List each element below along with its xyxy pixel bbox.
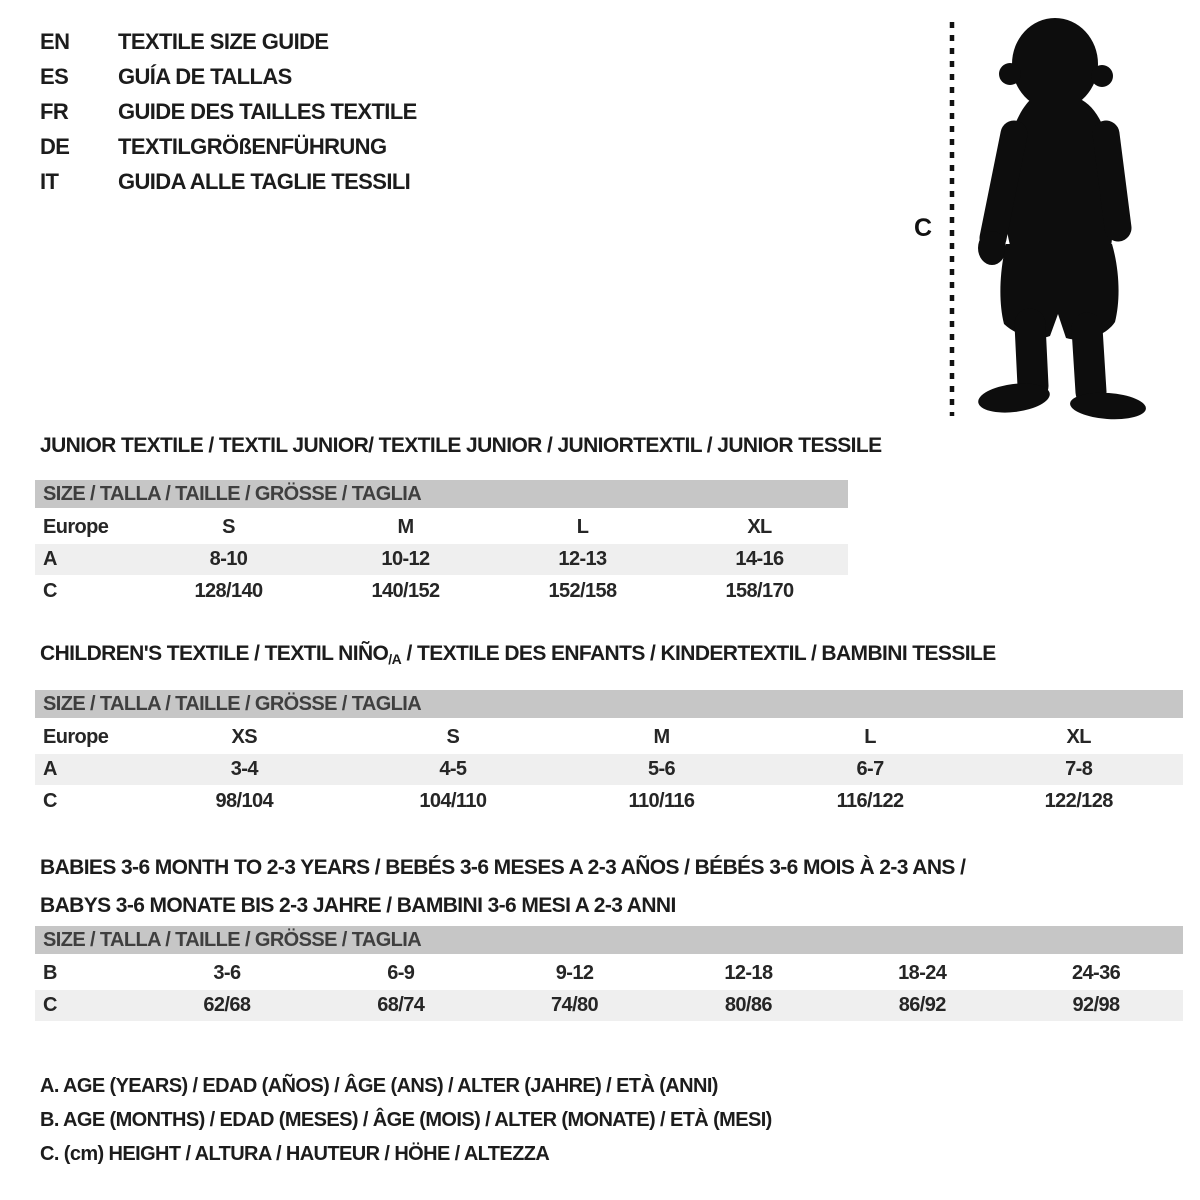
junior-section-title: JUNIOR TEXTILE / TEXTIL JUNIOR/ TEXTILE JUNIOR / JUNIORTEXTIL / JUNIOR TESSILE	[40, 434, 882, 457]
table-cell: 110/116	[628, 790, 695, 812]
table-cell: 12-13	[558, 548, 607, 570]
language-code: IT	[40, 168, 59, 194]
guide-title-en: TEXTILE SIZE GUIDE	[118, 28, 329, 54]
row-label: A	[43, 548, 57, 570]
language-row-de	[40, 129, 417, 164]
table-cell: 6-7	[856, 758, 884, 780]
language-row-it	[40, 164, 417, 199]
table-cell: S	[222, 516, 235, 538]
guide-title-de: TEXTILGRÖßENFÜHRUNG	[118, 133, 387, 159]
table-cell: 14-16	[735, 548, 784, 570]
height-measure-figure	[900, 6, 1160, 426]
toddler-silhouette-graphic	[900, 6, 1160, 426]
language-row-fr	[40, 94, 417, 129]
table-cell: 4-5	[439, 758, 467, 780]
table-row-age	[35, 544, 848, 575]
size-header-band: SIZE / TALLA / TAILLE / GRÖSSE / TAGLIA	[35, 480, 848, 508]
table-cell: XS	[231, 726, 258, 748]
table-cell: 8-10	[209, 548, 248, 570]
legend-height-cm: C. (cm) HEIGHT / ALTURA / HAUTEUR / HÖHE / ALTEZZA	[40, 1143, 550, 1165]
table-cell: 86/92	[898, 994, 946, 1016]
guide-title-fr: GUIDE DES TAILLES TEXTILE	[118, 98, 417, 124]
children-title-sub: /A	[388, 651, 402, 667]
row-label: C	[43, 790, 57, 812]
table-cell: 12-18	[724, 962, 773, 984]
measure-label-c: C	[914, 214, 933, 242]
row-label: Europe	[43, 516, 109, 538]
table-cell: 104/110	[419, 790, 487, 812]
table-row-europe	[35, 722, 1183, 753]
children-title-pre: CHILDREN'S TEXTILE / TEXTIL NIÑO	[40, 642, 389, 665]
table-cell: 3-4	[230, 758, 258, 780]
row-label: Europe	[43, 726, 109, 748]
table-row-height	[35, 576, 848, 607]
measurement-legend	[40, 1069, 772, 1171]
junior-size-table	[35, 480, 848, 607]
table-cell: XL	[1066, 726, 1091, 748]
table-cell: 128/140	[194, 580, 263, 602]
table-cell: 92/98	[1072, 994, 1120, 1016]
table-cell: 80/86	[724, 994, 772, 1016]
table-cell: 158/170	[725, 580, 794, 602]
toddler-silhouette-icon	[977, 18, 1147, 422]
table-cell: 98/104	[215, 790, 274, 812]
table-cell: 74/80	[551, 994, 599, 1016]
size-header-band: SIZE / TALLA / TAILLE / GRÖSSE / TAGLIA	[35, 690, 1183, 718]
table-cell: 152/158	[548, 580, 617, 602]
table-row-height	[35, 786, 1183, 817]
language-code: DE	[40, 133, 70, 159]
guide-title-it: GUIDA ALLE TAGLIE TESSILI	[118, 168, 411, 194]
table-cell: 122/128	[1044, 790, 1113, 812]
table-cell: 140/152	[371, 580, 440, 602]
table-cell: S	[446, 726, 460, 748]
table-cell: XL	[747, 516, 772, 538]
language-row-en	[40, 24, 417, 59]
legend-age-months: B. AGE (MONTHS) / EDAD (MESES) / ÂGE (MOIS) / ALTER (MONATE) / ETÀ (MESI)	[40, 1109, 772, 1131]
table-cell: 7-8	[1065, 758, 1093, 780]
table-cell: L	[864, 726, 876, 748]
table-cell: 68/74	[377, 994, 425, 1016]
table-cell: 5-6	[647, 758, 676, 780]
language-title-list	[40, 24, 417, 199]
row-label: C	[43, 994, 57, 1016]
legend-age-years: A. AGE (YEARS) / EDAD (AÑOS) / ÂGE (ANS) / ALTER (JAHRE) / ETÀ (ANNI)	[40, 1075, 718, 1097]
babies-section-title	[40, 849, 965, 925]
children-section-title	[40, 642, 996, 667]
table-cell: 6-9	[387, 962, 415, 984]
row-label: C	[43, 580, 57, 602]
table-row-height	[35, 990, 1183, 1021]
table-cell: 18-24	[898, 962, 947, 984]
guide-title-es: GUÍA DE TALLAS	[118, 63, 292, 89]
table-row-europe	[35, 512, 848, 543]
babies-title-line2: BABYS 3-6 MONATE BIS 2-3 JAHRE / BAMBINI 3-6 MESI A 2-3 ANNI	[40, 894, 676, 917]
table-row-months	[35, 958, 1183, 989]
table-cell: 24-36	[1071, 962, 1121, 984]
language-code: FR	[40, 98, 69, 124]
babies-size-table	[35, 926, 1183, 1021]
table-row-age	[35, 754, 1183, 785]
language-code: ES	[40, 63, 69, 89]
row-label: B	[43, 962, 57, 984]
table-cell: 116/122	[836, 790, 904, 812]
table-cell: L	[576, 516, 589, 538]
table-cell: 62/68	[203, 994, 251, 1016]
size-header-band: SIZE / TALLA / TAILLE / GRÖSSE / TAGLIA	[35, 926, 1183, 954]
children-title-post: / TEXTILE DES ENFANTS / KINDERTEXTIL / BAMBINI TESSILE	[401, 642, 996, 665]
table-cell: 3-6	[213, 962, 241, 984]
children-size-table	[35, 690, 1183, 817]
table-cell: M	[653, 726, 670, 748]
language-row-es	[40, 59, 417, 94]
table-cell: M	[397, 516, 414, 538]
table-cell: 10-12	[381, 548, 430, 570]
babies-title-line1: BABIES 3-6 MONTH TO 2-3 YEARS / BEBÉS 3-6 MESES A 2-3 AÑOS / BÉBÉS 3-6 MOIS À 2-3 ANS /	[40, 856, 966, 879]
language-code: EN	[40, 28, 70, 54]
table-cell: 9-12	[555, 962, 594, 984]
row-label: A	[43, 758, 57, 780]
